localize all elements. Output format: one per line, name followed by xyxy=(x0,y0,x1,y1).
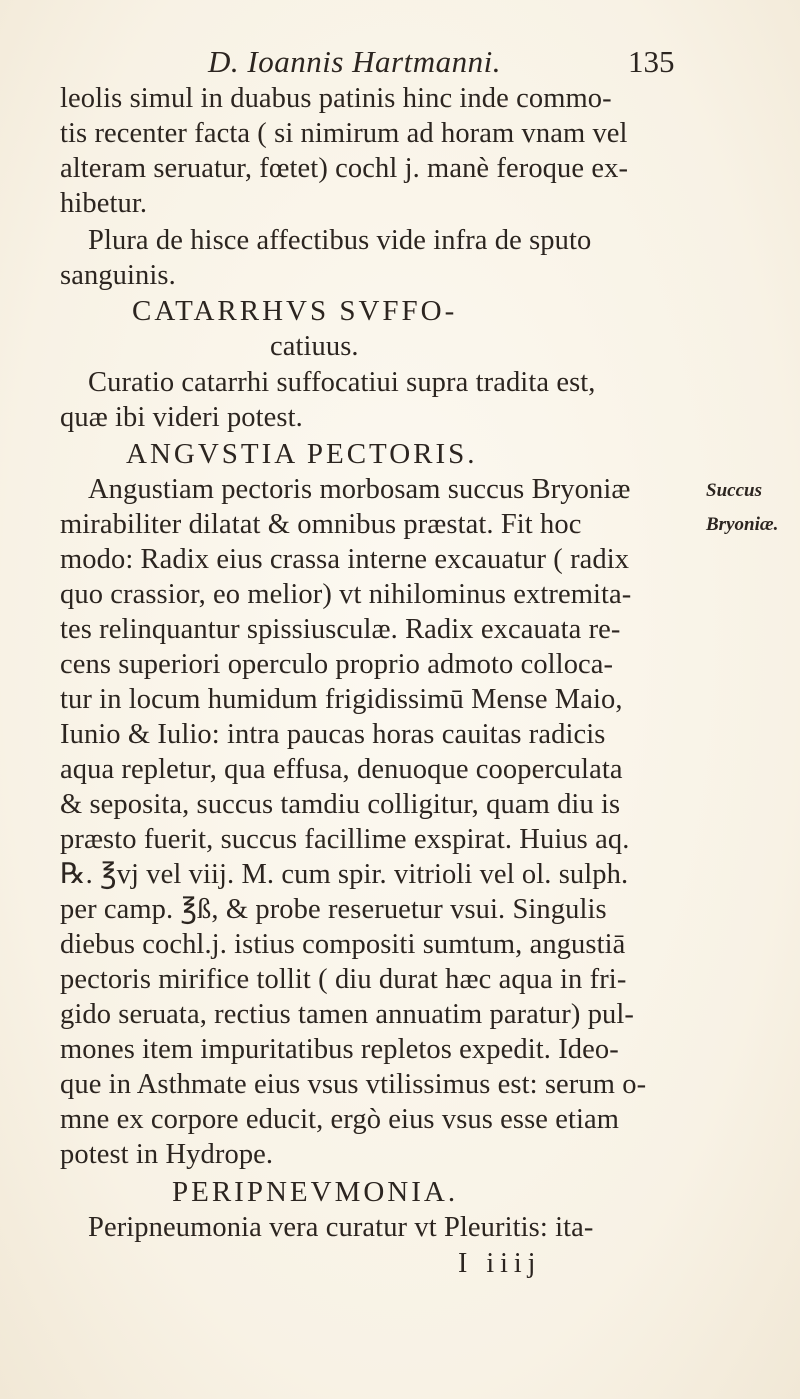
text-line: pectoris mirifice tollit ( diu durat hæc aqua in fri- xyxy=(60,964,627,995)
text-line: Plura de hisce affectibus vide infra de sputo xyxy=(88,225,592,256)
text-line: ℞. ℥vj vel viij. M. cum spir. vitrioli vel ol. sulph. xyxy=(60,859,629,890)
text-line: mne ex corpore educit, ergò eius vsus esse etiam xyxy=(60,1104,620,1135)
text-line: per camp. ℥ß, & probe reseruetur vsui. Singulis xyxy=(60,894,607,925)
text-line: Iunio & Iulio: intra paucas horas cauitas radicis xyxy=(60,719,606,750)
text-line: sanguinis. xyxy=(60,260,176,291)
text-line: gido seruata, rectius tamen annuatim paratur) pul- xyxy=(60,999,634,1030)
text-line: que in Asthmate eius vsus vtilissimus est: serum o- xyxy=(60,1069,647,1100)
text-line: quo crassior, eo melior) vt nihilominus extremita- xyxy=(60,579,632,610)
section-heading: ANGVSTIA PECTORIS. xyxy=(126,438,478,470)
page-number: 135 xyxy=(628,44,675,79)
text-line: mones item impuritatibus repletos expedit. Ideo- xyxy=(60,1034,619,1065)
text-line: quæ ibi videri potest. xyxy=(60,402,303,433)
page-header xyxy=(0,44,800,84)
text-line: Curatio catarrhi suffocatiui supra tradita est, xyxy=(88,367,596,398)
text-line: aqua repletur, qua effusa, denuoque cooperculata xyxy=(60,754,623,785)
text-line: cens superiori operculo proprio admoto colloca- xyxy=(60,649,614,680)
text-line: alteram seruatur, fœtet) cochl j. manè feroque ex- xyxy=(60,153,629,184)
text-line: tur in locum humidum frigidissimū Mense Maio, xyxy=(60,684,623,715)
text-line: diebus cochl.j. istius compositi sumtum, angustiā xyxy=(60,929,626,960)
text-line: & seposita, succus tamdiu colligitur, quam diu is xyxy=(60,789,621,820)
text-line: præsto fuerit, succus facillime exspirat. Huius aq. xyxy=(60,824,630,855)
margin-note: Bryoniæ. xyxy=(706,514,779,535)
text-line: potest in Hydrope. xyxy=(60,1139,274,1170)
signature-mark: I iiij xyxy=(458,1248,542,1279)
text-line: Peripneumonia vera curatur vt Pleuritis: ita- xyxy=(88,1212,594,1243)
margin-note: Succus xyxy=(706,480,762,501)
text-line: tis recenter facta ( si nimirum ad horam vnam vel xyxy=(60,118,628,149)
text-line: leolis simul in duabus patinis hinc inde commo- xyxy=(60,83,612,114)
running-head: D. Ioannis Hartmanni. xyxy=(208,44,501,79)
text-line: Angustiam pectoris morbosam succus Bryoniæ xyxy=(88,474,631,505)
section-heading: CATARRHVS SVFFO- xyxy=(132,295,458,327)
text-line: tes relinquantur spissiusculæ. Radix excauata re- xyxy=(60,614,621,645)
text-line: hibetur. xyxy=(60,188,148,219)
text-line: catiuus. xyxy=(270,331,359,362)
text-line: modo: Radix eius crassa interne excauatur ( radix xyxy=(60,544,630,575)
section-heading: PERIPNEVMONIA. xyxy=(172,1176,459,1208)
text-line: mirabiliter dilatat & omnibus præstat. Fit hoc xyxy=(60,509,582,540)
